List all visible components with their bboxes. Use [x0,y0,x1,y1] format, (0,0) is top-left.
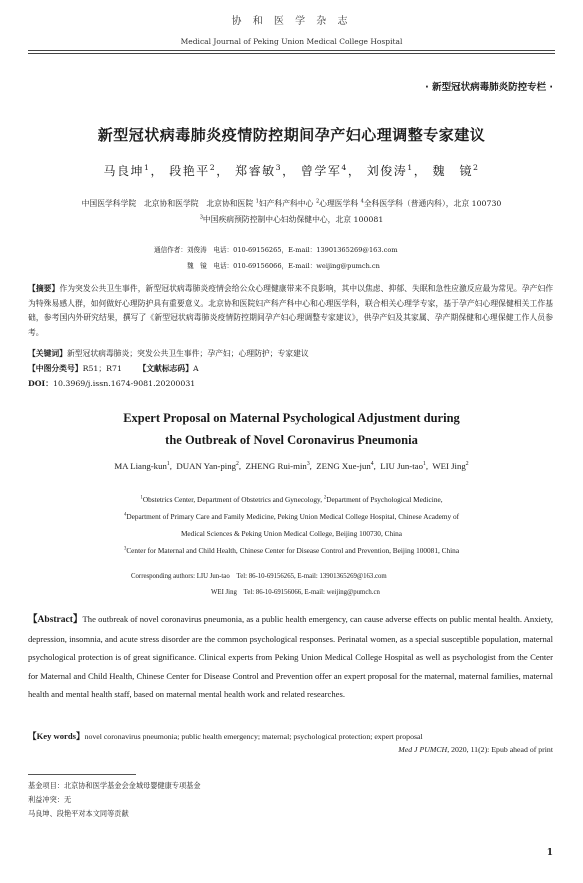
footnotes [28,779,201,821]
keywords-en: 【Key words】novel coronavirus pneumonia; public health emergency; maternal; psychological protection; expert proposal [28,731,423,741]
corresponding-cn-line-1: 通信作者：刘俊涛 电话：010-69156265，E-mail：13901365269@163.com [154,246,398,254]
corresponding-en-line-2: WEI Jing Tel: 86-10-69156066, E-mail: weijing@pumch.cn [211,589,380,596]
article-title-en: Expert Proposal on Maternal Psychological Adjustment during the Outbreak of Novel Coronavirus Pneumonia [123,411,460,447]
author-list-en: MA Liang-kun$^1$, DUAN Yan-ping$^2$, ZHENG Rui-$\min^3$, ZENG Xue-jun$^4$, LIU Jun-tao$^1$, WEI Jing$^2$ [114,461,469,471]
corresponding-cn-line-2: 魏 镜 电话：010-69156066，E-mail：weijing@pumch.cn [187,262,380,270]
header-divider [28,50,555,51]
keywords-cn: 【关键词】新型冠状病毒肺炎；突发公共卫生事件；孕产妇；心理防护；专家建议 [28,349,309,358]
footnote-conflict: 利益冲突：无 [28,795,72,804]
corresponding-en [131,569,387,601]
affiliation-line-1: 中国医学科学院 北京协和医学院 北京协和医院 $^1$妇产科产科中心 $^2$心理医学科 $^4$全科医学科（普通内科），北京 100730 [81,198,502,208]
column-label: · 新型冠状病毒肺炎防控专栏 · [425,82,553,93]
author-en: WEI Jing$^2$ [432,461,469,471]
corresponding-cn [154,242,398,274]
author-cn: 郑睿敏$^3$ [235,163,283,178]
author-en: MA Liang-kun$^1$ [114,461,170,471]
author-en: ZENG Xue-jun$^4$ [316,461,374,471]
footnote-fund: 基金项目：北京协和医学基金会金城母婴健康专项基金 [28,781,201,790]
author-cn: 马良坤$^1$ [103,163,151,178]
author-en: LIU Jun-tao$^1$ [380,461,426,471]
page-number: 1 [546,848,553,858]
journal-title-en: Medical Journal of Peking Union Medical College Hospital [180,37,403,46]
abstract-en [28,610,553,704]
footnote-divider [28,774,136,775]
author-en: ZHENG Rui-$\min^3$ [245,461,310,471]
author-cn: 刘俊涛$^1$ [366,163,414,178]
author-cn: 段艳平$^2$ [169,163,217,178]
author-cn: 曾学军$^4$ [300,163,348,178]
footnote-contrib: 马良坤、段艳平对本文同等贡献 [28,809,129,818]
article-title-cn: 新型冠状病毒肺炎疫情防控期间孕产妇心理调整专家建议 [97,126,486,144]
corresponding-en-line-1: Corresponding authors: LIU Jun-tao Tel: 86-10-69156265, E-mail: 13901365269@163.com [131,573,387,580]
journal-title-cn: 协 和 医 学 杂 志 [231,16,352,27]
author-en: DUAN Yan-ping$^2$ [176,461,239,471]
affiliations-en: $^1$Obstetrics Center, Department of Obstetrics and Gynecology, $^2$Department of Psychological Medicine, $^4$Department of Primary Care and Family Medicine, Peking Union Medical College Hospital, Chinese Academy of Medical Sciences & Peking Union Medical College, Beijing 100730, China $^3$Center for Maternal and Child Health, Chinese Center for Disease Control and Prevention, Beijing 100081, China [123,495,460,555]
abstract-cn-label: 【摘要】 [28,284,60,293]
abstract-en-text: The outbreak of novel coronavirus pneumonia, as a public health emergency, can cause adverse effects on public mental health. Anxiety, depression, insomnia, and acute stress disorder are the common psychological responses. Perinatal women, as a special susceptible population, maternal psychological protection is of great significance. Clinical experts from Peking Union Medical College Hospital as well as psychologist from the Center for Maternal and Child Health, Chinese Center for Disease Control and Prevention offer an expert proposal for the maternal, maternal families, maternal health and mental health staff, based on maternal mental health work and related researches. [28,614,553,699]
citation: Med J PUMCH, 2020, 11(2): Epub ahead of print [398,745,553,754]
affiliations-cn [0,196,583,228]
doi: DOI：10.3969/j.issn.1674-9081.20200031 [28,379,196,388]
header-divider-2 [28,53,555,54]
abstract-en-label: 【Abstract】 [28,615,83,625]
author-list-cn: 马良坤$^1$， 段艳平$^2$， 郑睿敏$^3$， 曾学军$^4$， 刘俊涛$^1$， 魏 镜$^2$ [103,163,480,178]
abstract-cn [28,282,553,340]
abstract-cn-text: 作为突发公共卫生事件，新型冠状病毒肺炎疫情会给公众心理健康带来不良影响，其中以焦虑、抑郁、失眠和急性应激反应最为常见。孕产妇作为特殊易感人群，如何做好心理防护具有重要意义。北京协和医院妇产科产科中心和心理医学科，联合相关心理学专家，基于孕产妇心理保健相关工作基础，参考国内外研究结果，撰写了《新型冠状病毒肺炎疫情防控期间孕产妇心理调整专家建议》，供孕产妇及其家属、孕产期保健和心理保健工作人员参考。 [28,284,554,337]
author-cn: 魏 镜$^2$ [432,163,480,178]
affiliation-line-2: $^3$中国疾病预防控制中心妇幼保健中心，北京 100081 [199,214,384,224]
classification-cn: 【中图分类号】R51；R71 【文献标志码】A [28,364,199,373]
